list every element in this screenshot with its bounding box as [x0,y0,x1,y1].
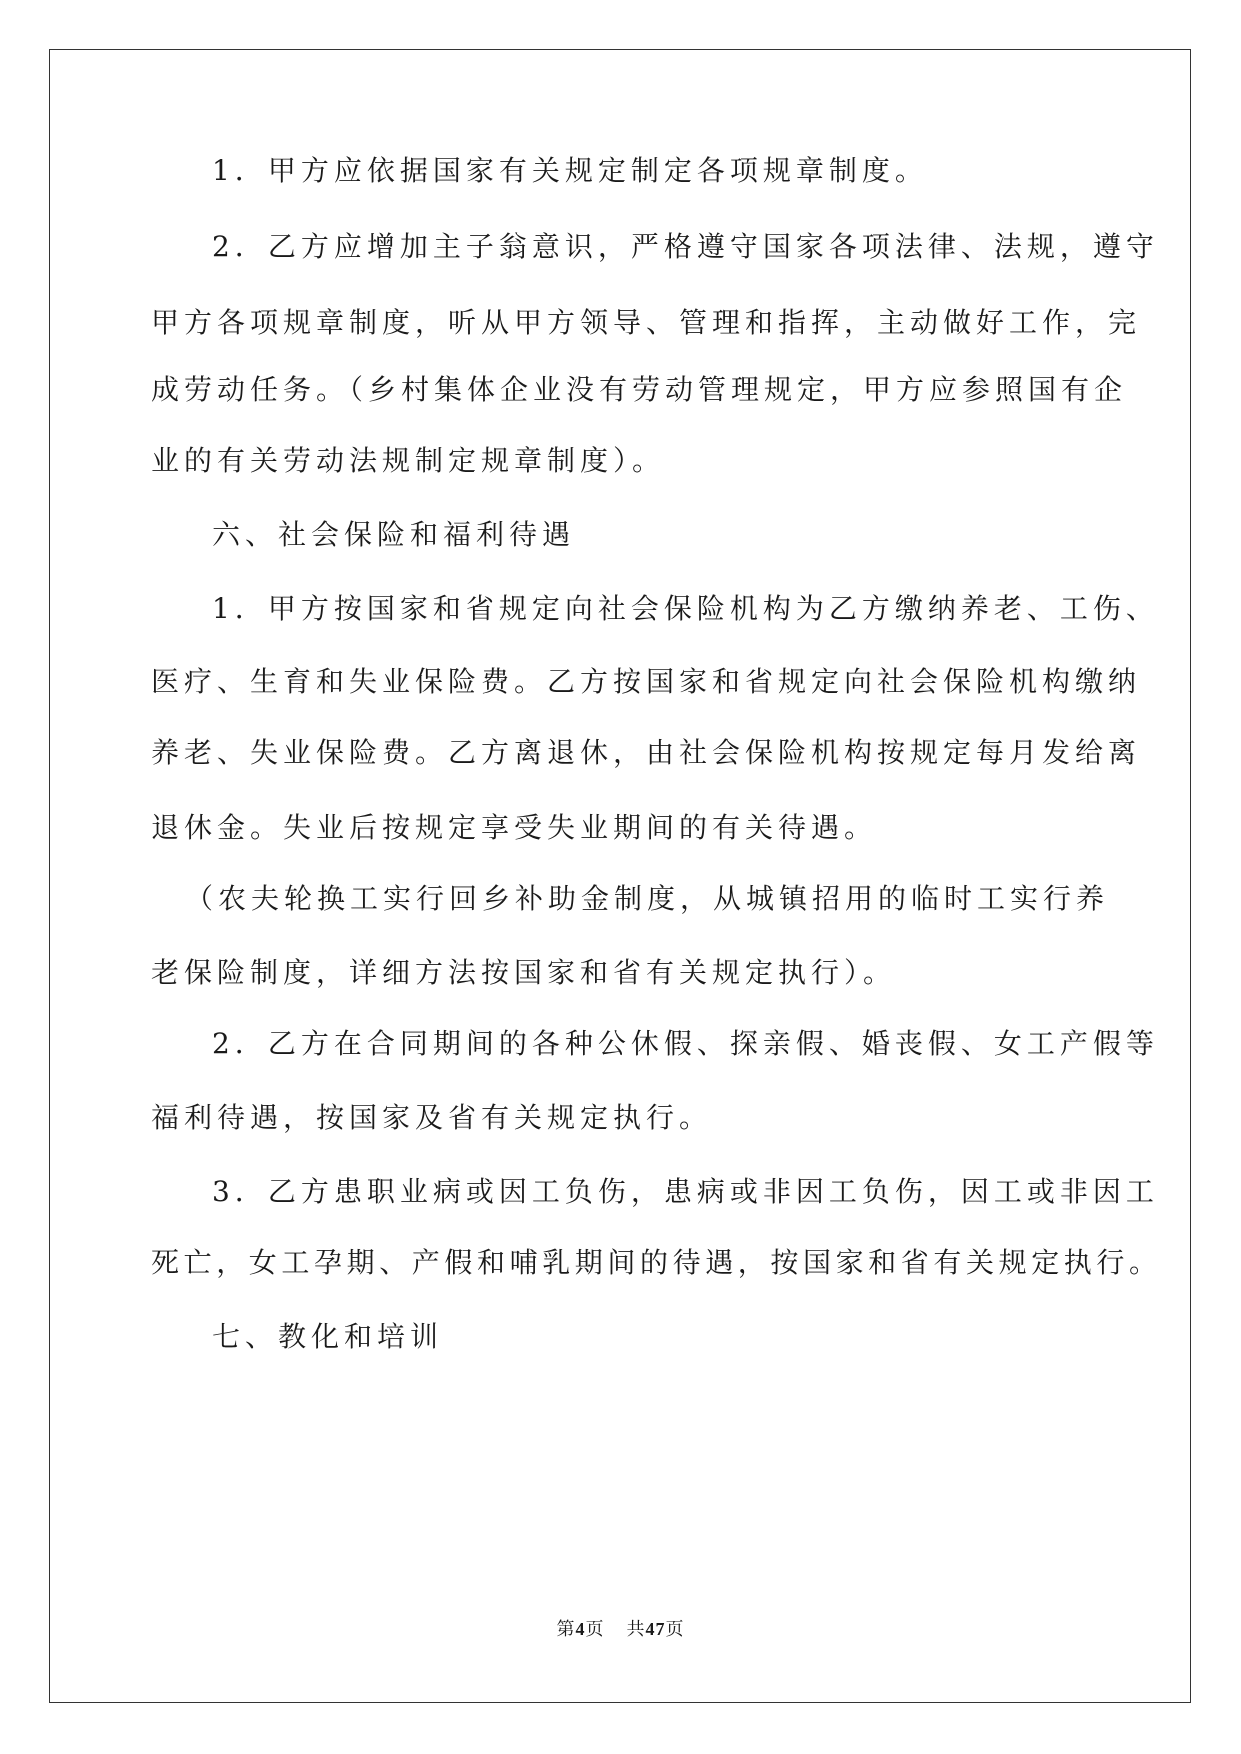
paragraph-line: 1．甲方按国家和省规定向社会保险机构为乙方缴纳养老、工伤、 [212,592,1159,625]
paragraph-line: 医疗、生育和失业保险费。乙方按国家和省规定向社会保险机构缴纳 [151,665,1142,698]
footer-total-prefix: 共 [626,1619,646,1639]
paragraph-line: （农夫轮换工实行回乡补助金制度，从城镇招用的临时工实行养 [185,882,1110,915]
section-heading: 七、教化和培训 [212,1320,444,1353]
paragraph-line: 福利待遇，按国家及省有关规定执行。 [151,1101,713,1134]
page-border [49,49,1191,1703]
paragraph-line: 老保险制度，详细方法按国家和省有关规定执行）。 [151,956,897,989]
paragraph-line: 2．乙方在合同期间的各种公休假、探亲假、婚丧假、女工产假等 [212,1027,1159,1060]
paragraph-line: 2．乙方应增加主子翁意识，严格遵守国家各项法律、法规，遵守 [212,230,1159,263]
footer-total-suffix: 页 [665,1619,685,1639]
paragraph-line: 成劳动任务。（乡村集体企业没有劳动管理规定，甲方应参照国有企 [151,373,1128,406]
footer-page-prefix: 第 [556,1619,576,1639]
page-footer [0,1615,1241,1641]
paragraph-line: 1．甲方应依据国家有关规定制定各项规章制度。 [212,154,928,187]
paragraph-line: 死亡，女工孕期、产假和哺乳期间的待遇，按国家和省有关规定执行。 [151,1246,1162,1279]
footer-page-number: 4 [575,1619,586,1639]
paragraph-line: 甲方各项规章制度，听从甲方领导、管理和指挥，主动做好工作，完 [151,306,1142,339]
footer-page-suffix: 页 [585,1619,605,1639]
paragraph-line: 3．乙方患职业病或因工负伤，患病或非因工负伤，因工或非因工 [212,1175,1159,1208]
paragraph-line: 退休金。失业后按规定享受失业期间的有关待遇。 [151,811,878,844]
paragraph-line: 业的有关劳动法规制定规章制度）。 [151,444,666,477]
section-heading: 六、社会保险和福利待遇 [212,518,576,551]
footer-total-pages: 47 [645,1619,666,1639]
paragraph-line: 养老、失业保险费。乙方离退休，由社会保险机构按规定每月发给离 [151,736,1142,769]
